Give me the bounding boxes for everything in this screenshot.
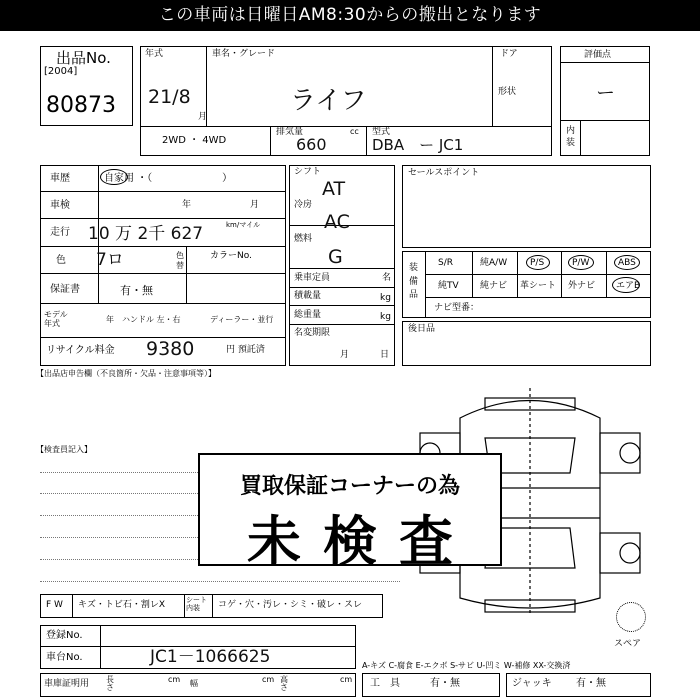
fuel-value: G <box>328 246 343 268</box>
year-label: 年式 <box>145 49 164 59</box>
recycle-label: リサイクル料金 <box>46 345 115 356</box>
capacity-unit: 名 <box>382 273 392 283</box>
equip-r1-0: S/R <box>438 258 453 268</box>
stamp-line1: 買取保証コーナーの為 <box>239 474 460 499</box>
certificate-width: 幅 <box>190 679 198 688</box>
rating-label: 評価点 <box>584 50 612 60</box>
certificate-cm-1: cm <box>168 675 181 684</box>
handle-label: ハンドル 左・右 <box>122 315 181 324</box>
car-name-label: 車名・グレード <box>212 49 276 59</box>
tools-value: 有・無 <box>430 678 460 689</box>
certificate-height: 高さ <box>280 675 288 692</box>
drive-label: 2WD ・ 4WD <box>162 135 227 146</box>
certificate-length: 長さ <box>106 675 114 692</box>
color-no-label: カラーNo. <box>210 251 252 261</box>
inspection-year: 年 <box>182 200 192 210</box>
name-change-label: 名変期限 <box>294 328 331 338</box>
year-value: 21/8 <box>148 86 191 108</box>
capacity-label: 乗車定員 <box>294 273 331 283</box>
car-name-value: ライフ <box>290 86 367 116</box>
navi-model-label: ナビ型番： <box>434 303 480 313</box>
chassis-value: JC1－1066625 <box>150 647 271 667</box>
inspection-label: 車検 <box>50 200 70 211</box>
ac-label: 冷房 <box>294 200 313 210</box>
fw-label: F W <box>46 600 63 610</box>
displacement-label: 排気量 <box>276 127 304 137</box>
certificate-cm-2: cm <box>262 675 275 684</box>
later-item-label: 後日品 <box>408 324 436 334</box>
shift-label: シフト <box>294 167 322 177</box>
model-label: 型式 <box>372 127 391 137</box>
jack-value: 有・無 <box>576 678 606 689</box>
registration-label: 登録No. <box>46 630 83 641</box>
name-change-day: 日 <box>380 350 390 360</box>
spare-label: スペア <box>614 639 642 649</box>
lot-year-tag: [2004] <box>44 66 78 77</box>
load-label: 積載量 <box>294 291 322 301</box>
fuel-label: 燃料 <box>294 234 313 244</box>
model-value: DBA ー JC1 <box>372 136 464 154</box>
color-value: 7ロ <box>96 250 124 270</box>
inspection-month: 月 <box>250 200 260 210</box>
equip-r2-1: 純ナビ <box>480 281 508 291</box>
equip-r1-4: ABS <box>618 258 636 268</box>
details-box <box>40 165 286 366</box>
year-month-unit: 月 <box>198 112 208 122</box>
stamp-line2: 未検査 <box>247 510 475 573</box>
certificate-cm-3: cm <box>340 675 353 684</box>
equip-r2-2: 革シート <box>520 281 557 291</box>
notice-banner: この車両は日曜日AM8:30からの搬出となります <box>0 0 700 31</box>
displacement-unit: cc <box>350 127 359 136</box>
equip-r1-1: 純A/W <box>480 258 508 268</box>
ac-value: AC <box>324 211 350 233</box>
spare-tire-icon <box>616 602 646 632</box>
history-label: 車歴 <box>50 173 70 184</box>
certificate-label: 車庫証明用 <box>44 679 90 689</box>
dealer-label: ディーラー・並行 <box>210 315 274 324</box>
fw-sheet: シート内装 <box>186 596 207 612</box>
chassis-label: 車台No. <box>46 652 83 663</box>
weight-unit: kg <box>380 312 391 322</box>
history-value: 自家用 ・（ ） <box>104 173 233 184</box>
mileage-unit: km/マイル <box>226 221 261 229</box>
warranty-label: 保証書 <box>50 284 80 295</box>
declaration-label: 【出品店申告欄（不良箇所・欠品・注意事項等）】 <box>36 369 216 378</box>
interior-label: 内装 <box>566 126 576 148</box>
weight-label: 総重量 <box>294 310 322 320</box>
mileage-value: 10 万 2千 627 <box>88 224 204 244</box>
color-label: 色 <box>56 255 66 266</box>
shape-label: 形状 <box>498 87 517 97</box>
warranty-value: 有・無 <box>120 284 153 297</box>
sales-point-label: セールスポイント <box>408 168 480 178</box>
equip-r1-3: P/W <box>572 258 590 268</box>
color-change-label: 色替 <box>176 251 184 270</box>
equip-r2-0: 純TV <box>438 281 459 291</box>
displacement-value: 660 <box>296 135 327 154</box>
recycle-value: 9380 <box>146 338 195 360</box>
mileage-label: 走行 <box>50 227 70 238</box>
later-item-box <box>402 321 651 366</box>
inspector-label: 【検査員記入】 <box>36 445 92 454</box>
name-change-month: 月 <box>340 350 350 360</box>
equip-r2-3: 外ナビ <box>568 281 596 291</box>
model-year-label: モデル年式 <box>44 310 68 328</box>
lot-label: 出品No. <box>56 49 111 67</box>
tools-label: 工 具 <box>370 678 400 689</box>
unchecked-stamp <box>198 453 502 573</box>
load-unit: kg <box>380 293 391 303</box>
shift-value: AT <box>322 178 346 200</box>
damage-legend: A-キズ C-腐食 E-エクボ S-サビ U-凹ミ W-補修 XX-交換済 <box>362 661 571 670</box>
fw-legend1: キズ・トビ石・割レX <box>78 600 165 610</box>
equipment-label: 装備品 <box>409 263 419 300</box>
recycle-unit: 円 預託済 <box>226 345 265 355</box>
rating-value: ー <box>596 82 616 104</box>
lot-number: 80873 <box>46 93 116 118</box>
fw-legend2: コゲ・穴・汚レ・シミ・破レ・スレ <box>218 600 363 610</box>
jack-label: ジャッキ <box>512 678 552 689</box>
equip-r2-4: エアB <box>616 281 641 291</box>
door-label: ドア <box>500 49 518 59</box>
model-year-year: 年 <box>106 315 114 324</box>
equip-r1-2: P/S <box>530 258 545 268</box>
